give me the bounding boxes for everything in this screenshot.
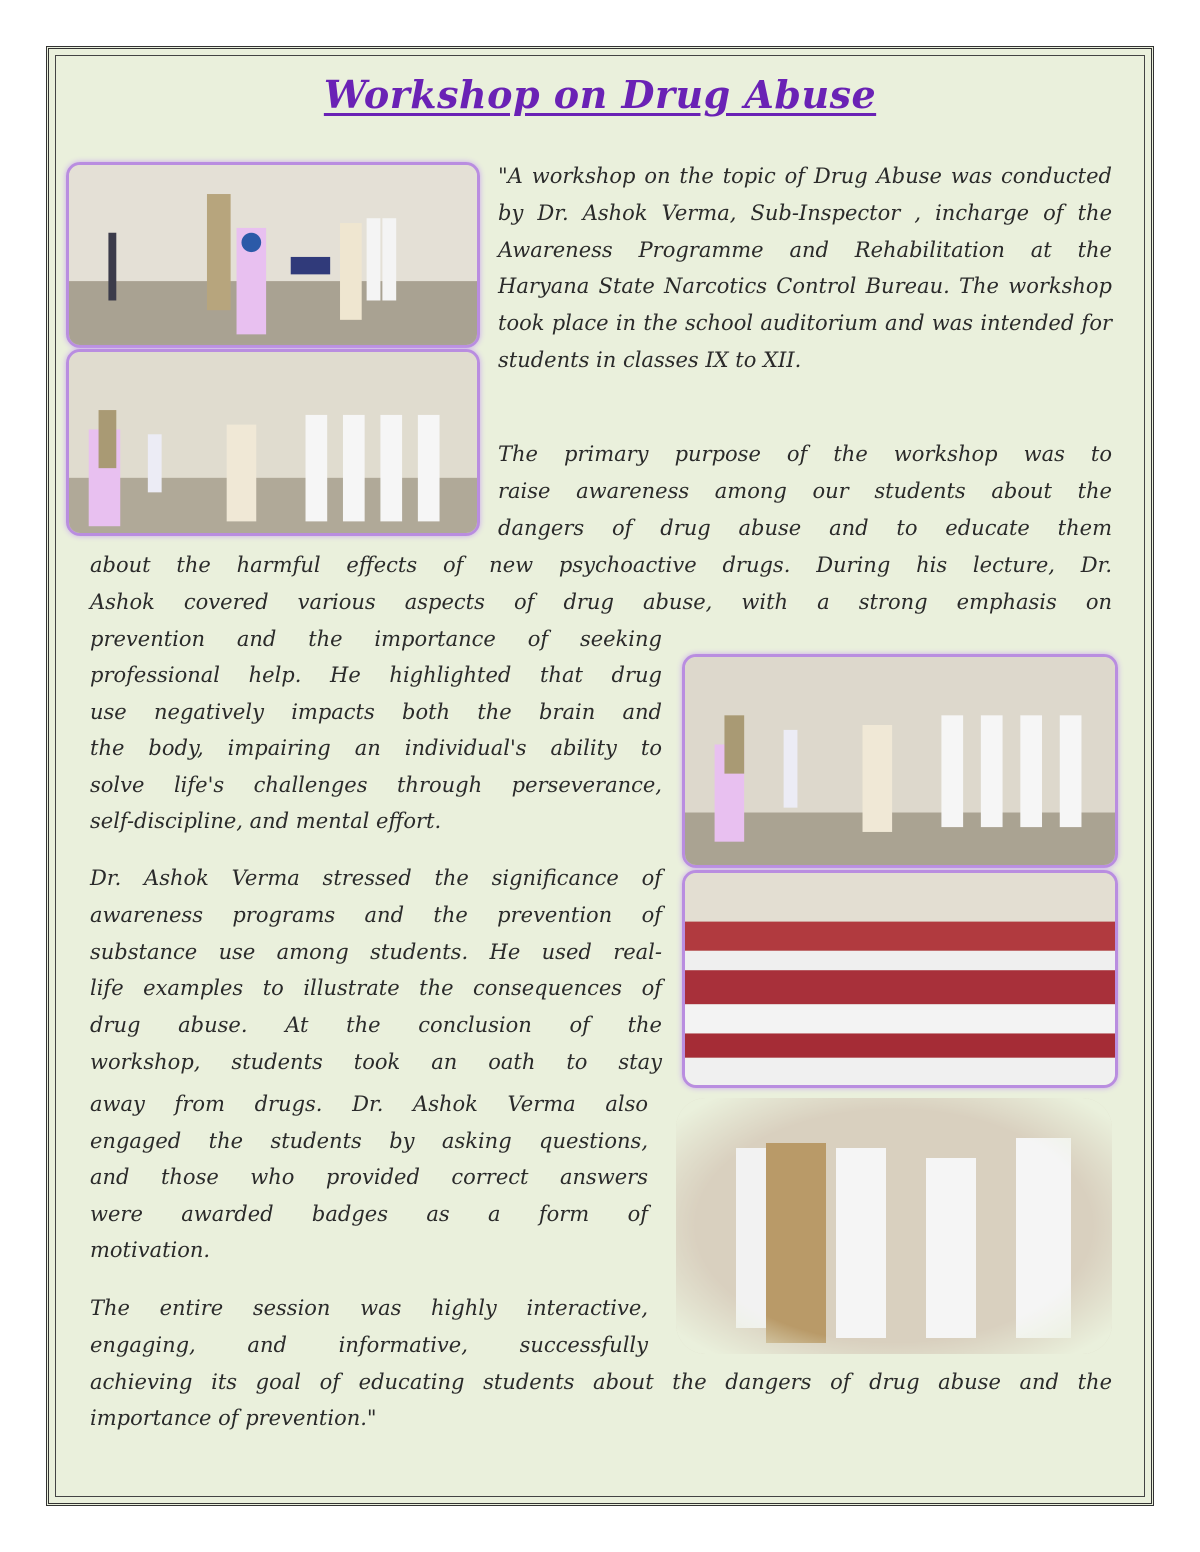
text-line: workshop, students took an oath to stay	[90, 1050, 662, 1074]
text-line: motivation.	[90, 1238, 211, 1262]
text-line: The entire session was highly interactive,	[90, 1296, 648, 1320]
text-line: prevention and the importance of seeking	[90, 627, 662, 651]
photo-speaker-podium	[66, 162, 480, 348]
text-line: life examples to illustrate the consequences of	[90, 976, 662, 1000]
text-line: awareness programs and the prevention of	[90, 903, 662, 927]
text-line: Dr. Ashok Verma stressed the significance of	[90, 866, 662, 890]
text-line: importance of prevention."	[90, 1406, 377, 1430]
text-line: away from drugs. Dr. Ashok Verma also	[90, 1092, 648, 1116]
text-line: engaging, and informative, successfully	[90, 1333, 648, 1357]
photo-badge-award	[676, 1098, 1112, 1354]
text-line: use negatively impacts both the brain and	[90, 700, 662, 724]
text-line: raise awareness among our students about the	[498, 479, 1112, 503]
text-line: substance use among students. He used real-	[90, 940, 662, 964]
text-line: drug abuse. At the conclusion of the	[90, 1013, 662, 1037]
page-title: Workshop on Drug Abuse	[323, 72, 877, 117]
text-line: The primary purpose of the workshop was to	[498, 442, 1112, 466]
text-line: the body, impairing an individual's ability to	[90, 736, 662, 760]
text-line: achieving its goal of educating students about the dangers of drug abuse and the	[90, 1370, 1112, 1394]
text-line: professional help. He highlighted that drug	[90, 663, 662, 687]
text-line: engaged the students by asking questions,	[90, 1129, 648, 1153]
text-line: and those who provided correct answers	[90, 1165, 648, 1189]
text-line: about the harmful effects of new psychoactive drugs. During his lecture, Dr.	[90, 553, 1112, 577]
text-line: were awarded badges as a form of	[90, 1202, 648, 1226]
photo-speaker-students	[66, 349, 480, 536]
text-line: dangers of drug abuse and to educate them	[498, 516, 1112, 540]
text-line: solve life's challenges through perseverance,	[90, 773, 662, 797]
text-line: Ashok covered various aspects of drug abuse, with a strong emphasis on	[90, 590, 1112, 614]
photo-audience	[682, 870, 1118, 1088]
photo-stage-wide	[682, 654, 1118, 868]
text-line: self-discipline, and mental effort.	[90, 809, 442, 833]
paragraph-intro: "A workshop on the topic of Drug Abuse was conducted by Dr. Ashok Verma, Sub-Inspector , incharge of the Awareness Programme and Rehabilitation at the Haryana State Narcotics Control Bureau. The workshop took place in the school auditorium and was intended for students in classes IX to XII.	[498, 164, 1112, 372]
